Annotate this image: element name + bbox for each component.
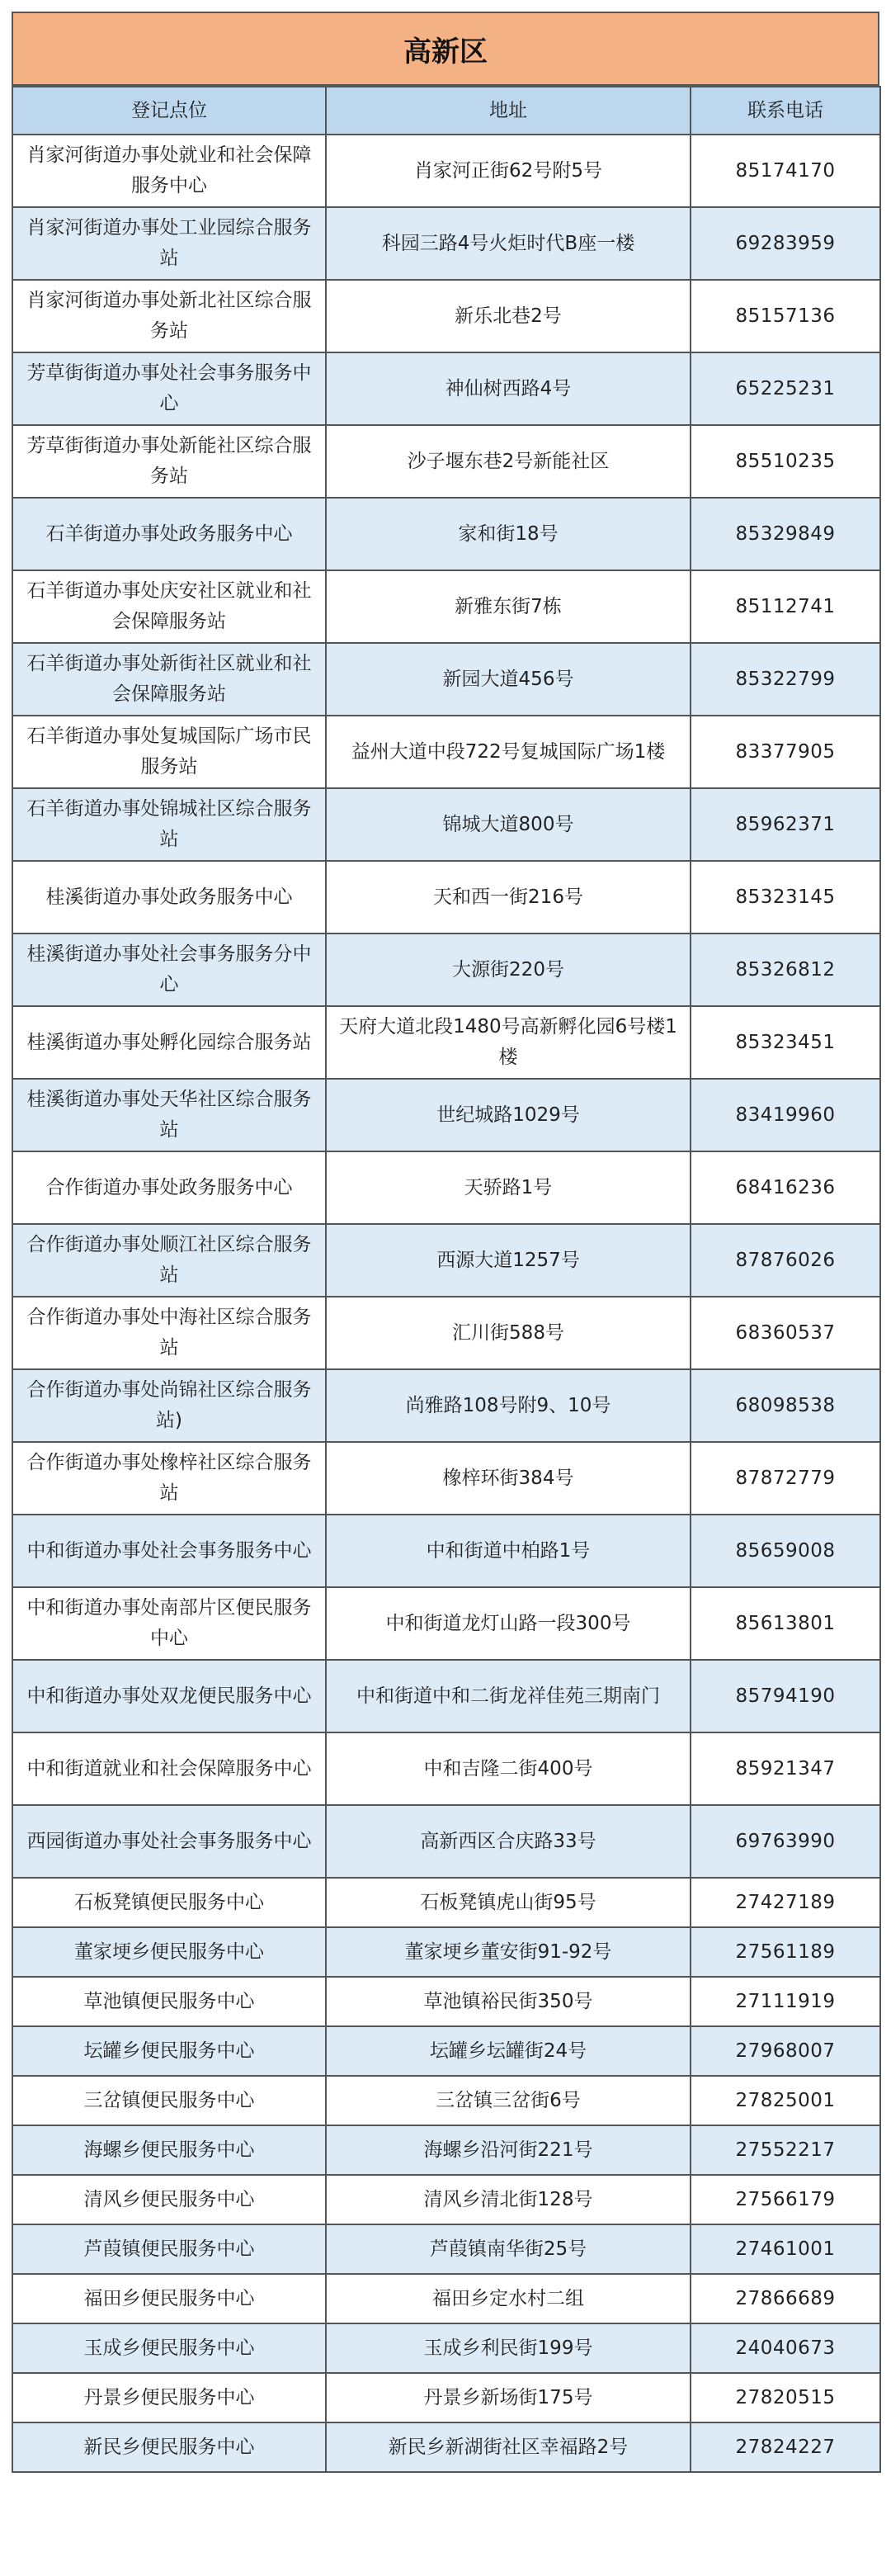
cell-address: 橡梓环街384号 [326, 1442, 691, 1515]
cell-location: 丹景乡便民服务中心 [12, 2373, 326, 2422]
cell-location: 中和街道办事处社会事务服务中心 [12, 1515, 326, 1587]
cell-address: 石板凳镇虎山街95号 [326, 1878, 691, 1927]
cell-phone: 85322799 [691, 643, 880, 716]
table-row [12, 2026, 880, 2076]
table-row [12, 2224, 880, 2274]
cell-phone: 83419960 [691, 1079, 880, 1151]
cell-phone: 85962371 [691, 788, 880, 861]
cell-address: 芦葭镇南华街25号 [326, 2224, 691, 2274]
table-row [12, 2422, 880, 2472]
table-row [12, 2076, 880, 2125]
cell-address: 汇川街588号 [326, 1297, 691, 1369]
table-container [12, 12, 879, 2473]
cell-address: 沙子堰东巷2号新能社区 [326, 425, 691, 498]
cell-location: 合作街道办事处尚锦社区综合服务站) [12, 1369, 326, 1442]
cell-location: 桂溪街道办事处孵化园综合服务站 [12, 1006, 326, 1079]
cell-phone: 85323145 [691, 861, 880, 934]
cell-phone: 24040673 [691, 2323, 880, 2373]
cell-location: 石羊街道办事处复城国际广场市民服务站 [12, 716, 326, 788]
cell-phone: 85157136 [691, 280, 880, 352]
cell-address: 新乐北巷2号 [326, 280, 691, 352]
cell-phone: 85112741 [691, 570, 880, 643]
table-row [12, 1297, 880, 1369]
table-row [12, 135, 880, 207]
cell-address: 坛罐乡坛罐街24号 [326, 2026, 691, 2076]
cell-phone: 87876026 [691, 1224, 880, 1297]
header-location: 登记点位 [12, 87, 326, 135]
cell-phone: 85921347 [691, 1732, 880, 1805]
cell-phone: 69283959 [691, 207, 880, 280]
cell-phone: 27968007 [691, 2026, 880, 2076]
table-row [12, 2274, 880, 2323]
header-phone: 联系电话 [691, 87, 880, 135]
table-row [12, 861, 880, 934]
table-row [12, 1006, 880, 1079]
cell-location: 合作街道办事处政务服务中心 [12, 1151, 326, 1224]
cell-address: 草池镇裕民街350号 [326, 1977, 691, 2026]
cell-address: 家和街18号 [326, 498, 691, 570]
cell-phone: 27825001 [691, 2076, 880, 2125]
table-row [12, 1660, 880, 1732]
table-row [12, 1442, 880, 1515]
table-row [12, 498, 880, 570]
table-row [12, 207, 880, 280]
cell-location: 中和街道办事处南部片区便民服务中心 [12, 1587, 326, 1660]
cell-address: 天和西一街216号 [326, 861, 691, 934]
table-body [12, 135, 880, 2472]
header-row [12, 87, 880, 135]
cell-phone: 85329849 [691, 498, 880, 570]
cell-location: 桂溪街道办事处社会事务服务分中心 [12, 934, 326, 1006]
cell-location: 石羊街道办事处政务服务中心 [12, 498, 326, 570]
table-row [12, 2125, 880, 2175]
table-row [12, 1805, 880, 1878]
cell-address: 清风乡清北街128号 [326, 2175, 691, 2224]
cell-location: 玉成乡便民服务中心 [12, 2323, 326, 2373]
cell-phone: 83377905 [691, 716, 880, 788]
table-row [12, 1151, 880, 1224]
cell-address: 高新西区合庆路33号 [326, 1805, 691, 1878]
cell-phone: 27427189 [691, 1878, 880, 1927]
cell-phone: 69763990 [691, 1805, 880, 1878]
cell-phone: 68360537 [691, 1297, 880, 1369]
cell-phone: 85326812 [691, 934, 880, 1006]
cell-location: 海螺乡便民服务中心 [12, 2125, 326, 2175]
cell-address: 肖家河正街62号附5号 [326, 135, 691, 207]
table-row [12, 934, 880, 1006]
cell-phone: 65225231 [691, 352, 880, 425]
cell-location: 肖家河街道办事处就业和社会保障服务中心 [12, 135, 326, 207]
cell-location: 石羊街道办事处锦城社区综合服务站 [12, 788, 326, 861]
cell-location: 桂溪街道办事处政务服务中心 [12, 861, 326, 934]
cell-location: 芳草街街道办事处社会事务服务中心 [12, 352, 326, 425]
cell-address: 锦城大道800号 [326, 788, 691, 861]
cell-location: 中和街道办事处双龙便民服务中心 [12, 1660, 326, 1732]
table-row [12, 1224, 880, 1297]
table-row [12, 1927, 880, 1977]
cell-phone: 27820515 [691, 2373, 880, 2422]
cell-address: 中和街道中柏路1号 [326, 1515, 691, 1587]
cell-location: 石板凳镇便民服务中心 [12, 1878, 326, 1927]
cell-location: 草池镇便民服务中心 [12, 1977, 326, 2026]
cell-location: 桂溪街道办事处天华社区综合服务站 [12, 1079, 326, 1151]
cell-phone: 27461001 [691, 2224, 880, 2274]
cell-phone: 27561189 [691, 1927, 880, 1977]
table-row [12, 1515, 880, 1587]
table-row [12, 2323, 880, 2373]
cell-phone: 85174170 [691, 135, 880, 207]
table-row [12, 1587, 880, 1660]
cell-location: 新民乡便民服务中心 [12, 2422, 326, 2472]
cell-address: 新雅东街7栋 [326, 570, 691, 643]
cell-location: 肖家河街道办事处新北社区综合服务站 [12, 280, 326, 352]
cell-address: 海螺乡沿河街221号 [326, 2125, 691, 2175]
cell-location: 合作街道办事处顺江社区综合服务站 [12, 1224, 326, 1297]
cell-location: 西园街道办事处社会事务服务中心 [12, 1805, 326, 1878]
cell-phone: 27111919 [691, 1977, 880, 2026]
cell-address: 中和街道中和二街龙祥佳苑三期南门 [326, 1660, 691, 1732]
cell-address: 丹景乡新场街175号 [326, 2373, 691, 2422]
cell-address: 世纪城路1029号 [326, 1079, 691, 1151]
table-row [12, 425, 880, 498]
cell-address: 神仙树西路4号 [326, 352, 691, 425]
cell-location: 芳草街街道办事处新能社区综合服务站 [12, 425, 326, 498]
table-row [12, 643, 880, 716]
cell-address: 三岔镇三岔街6号 [326, 2076, 691, 2125]
cell-phone: 68416236 [691, 1151, 880, 1224]
cell-location: 清风乡便民服务中心 [12, 2175, 326, 2224]
cell-location: 坛罐乡便民服务中心 [12, 2026, 326, 2076]
table-row [12, 352, 880, 425]
cell-phone: 85510235 [691, 425, 880, 498]
table-row [12, 1878, 880, 1927]
cell-phone: 27866689 [691, 2274, 880, 2323]
cell-location: 合作街道办事处中海社区综合服务站 [12, 1297, 326, 1369]
table-row [12, 2175, 880, 2224]
cell-phone: 27824227 [691, 2422, 880, 2472]
cell-phone: 85323451 [691, 1006, 880, 1079]
cell-address: 中和吉隆二街400号 [326, 1732, 691, 1805]
cell-phone: 27566179 [691, 2175, 880, 2224]
cell-location: 福田乡便民服务中心 [12, 2274, 326, 2323]
cell-address: 新民乡新湖街社区幸福路2号 [326, 2422, 691, 2472]
cell-location: 合作街道办事处橡梓社区综合服务站 [12, 1442, 326, 1515]
cell-address: 天府大道北段1480号高新孵化园6号楼1楼 [326, 1006, 691, 1079]
table-row [12, 570, 880, 643]
cell-address: 玉成乡利民街199号 [326, 2323, 691, 2373]
cell-phone: 85794190 [691, 1660, 880, 1732]
table-row [12, 788, 880, 861]
cell-address: 大源街220号 [326, 934, 691, 1006]
cell-phone: 27552217 [691, 2125, 880, 2175]
cell-address: 中和街道龙灯山路一段300号 [326, 1587, 691, 1660]
table-row [12, 1079, 880, 1151]
cell-location: 肖家河街道办事处工业园综合服务站 [12, 207, 326, 280]
cell-address: 天骄路1号 [326, 1151, 691, 1224]
cell-address: 董家埂乡董安街91-92号 [326, 1927, 691, 1977]
cell-location: 三岔镇便民服务中心 [12, 2076, 326, 2125]
cell-location: 石羊街道办事处庆安社区就业和社会保障服务站 [12, 570, 326, 643]
cell-address: 科园三路4号火炬时代B座一楼 [326, 207, 691, 280]
cell-address: 新园大道456号 [326, 643, 691, 716]
table-row [12, 2373, 880, 2422]
header-address: 地址 [326, 87, 691, 135]
cell-location: 中和街道就业和社会保障服务中心 [12, 1732, 326, 1805]
table-row [12, 1732, 880, 1805]
cell-phone: 85613801 [691, 1587, 880, 1660]
cell-phone: 85659008 [691, 1515, 880, 1587]
cell-phone: 87872779 [691, 1442, 880, 1515]
cell-phone: 68098538 [691, 1369, 880, 1442]
cell-location: 芦葭镇便民服务中心 [12, 2224, 326, 2274]
cell-address: 尚雅路108号附9、10号 [326, 1369, 691, 1442]
cell-location: 董家埂乡便民服务中心 [12, 1927, 326, 1977]
cell-address: 西源大道1257号 [326, 1224, 691, 1297]
table-row [12, 1369, 880, 1442]
cell-address: 益州大道中段722号复城国际广场1楼 [326, 716, 691, 788]
cell-location: 石羊街道办事处新街社区就业和社会保障服务站 [12, 643, 326, 716]
registration-table [12, 86, 881, 2473]
cell-address: 福田乡定水村二组 [326, 2274, 691, 2323]
table-title: 高新区 [12, 12, 879, 86]
table-row [12, 1977, 880, 2026]
table-row [12, 280, 880, 352]
table-row [12, 716, 880, 788]
